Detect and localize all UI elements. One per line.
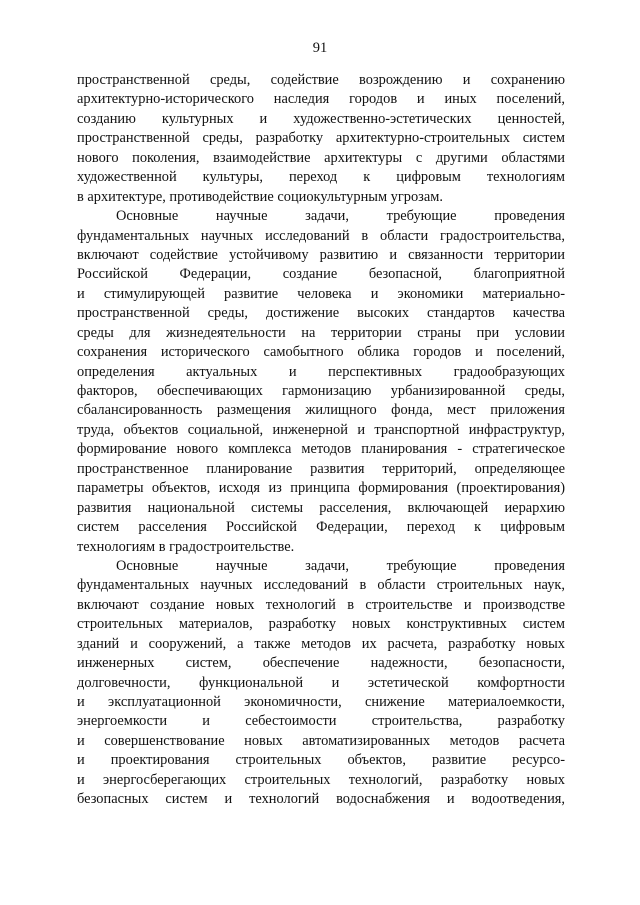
text-line: труда, объектов социальной, инженерной и транспортной инфраструктур, (77, 421, 565, 438)
text-line: и совершенствование новых автоматизированных методов расчета (77, 732, 565, 749)
text-line: архитектурно-исторического наследия городов и иных поселений, (77, 91, 565, 108)
text-line: включают содействие устойчивому развитию и связанности территории (77, 246, 565, 263)
text-line: параметры объектов, исходя из принципа формирования (проектирования) (77, 480, 565, 497)
text-line: созданию культурных и художественно-эстетических ценностей, (77, 110, 565, 127)
page-number: 91 (312, 40, 328, 56)
text-line: Основные научные задачи, требующие проведения (116, 208, 565, 225)
text-line: безопасных систем и технологий водоснабжения и водоотведения, (77, 791, 565, 808)
text-line: фундаментальных научных исследований в области градостроительства, (77, 227, 565, 244)
text-line: энергоемкости и себестоимости строительства, разработку (77, 713, 565, 730)
text-line: включают создание новых технологий в строительстве и производстве (77, 596, 565, 613)
document-body (77, 71, 565, 810)
text-line: технологиям в градостроительстве. (77, 538, 295, 555)
text-line: Основные научные задачи, требующие проведения (116, 557, 565, 574)
text-line: сохранения исторического самобытного облика городов и поселений, (77, 344, 565, 361)
text-line: художественной культуры, переход к цифровым технологиям (77, 169, 565, 186)
text-line: зданий и сооружений, а также методов их расчета, разработку новых (77, 635, 565, 652)
text-line: пространственной среды, содействие возрождению и сохранению (77, 72, 565, 88)
text-line: нового поколения, взаимодействие архитектуры с другими областями (77, 149, 565, 166)
text-line: факторов, обеспечивающих гармонизацию урбанизированной среды, (77, 383, 565, 399)
text-line: и эксплуатационной экономичности, снижение материалоемкости, (77, 694, 565, 710)
text-line: Российской Федерации, создание безопасной, благоприятной (77, 266, 565, 283)
text-line: систем расселения Российской Федерации, переход к цифровым (77, 519, 565, 536)
text-line: формирование нового комплекса методов планирования - стратегическое (77, 441, 565, 458)
text-line: среды для жизнедеятельности на территории страны при условии (77, 324, 565, 341)
text-line: и стимулирующей развитие человека и экономики материально- (77, 285, 565, 302)
text-line: пространственной среды, разработку архитектурно-строительных систем (77, 130, 565, 147)
text-line: развития национальной системы расселения, включающей иерархию (77, 499, 565, 516)
text-line: и энергосберегающих строительных технологий, разработку новых (77, 771, 565, 788)
text-line: определения актуальных и перспективных градообразующих (77, 363, 565, 380)
text-line: фундаментальных научных исследований в области строительных наук, (77, 577, 565, 594)
text-line: строительных материалов, разработку новых конструктивных систем (77, 616, 565, 633)
text-line: долговечности, функциональной и эстетической комфортности (77, 674, 565, 691)
text-line: пространственной среды, достижение высоких стандартов качества (77, 305, 565, 322)
text-line: в архитектуре, противодействие социокультурным угрозам. (77, 188, 443, 205)
text-line: и проектирования строительных объектов, развитие ресурсо- (77, 752, 565, 769)
text-line: пространственное планирование развития территорий, определяющее (77, 460, 565, 477)
text-line: сбалансированность размещения жилищного фонда, мест приложения (77, 402, 565, 419)
text-line: инженерных систем, обеспечение надежности, безопасности, (77, 655, 565, 672)
